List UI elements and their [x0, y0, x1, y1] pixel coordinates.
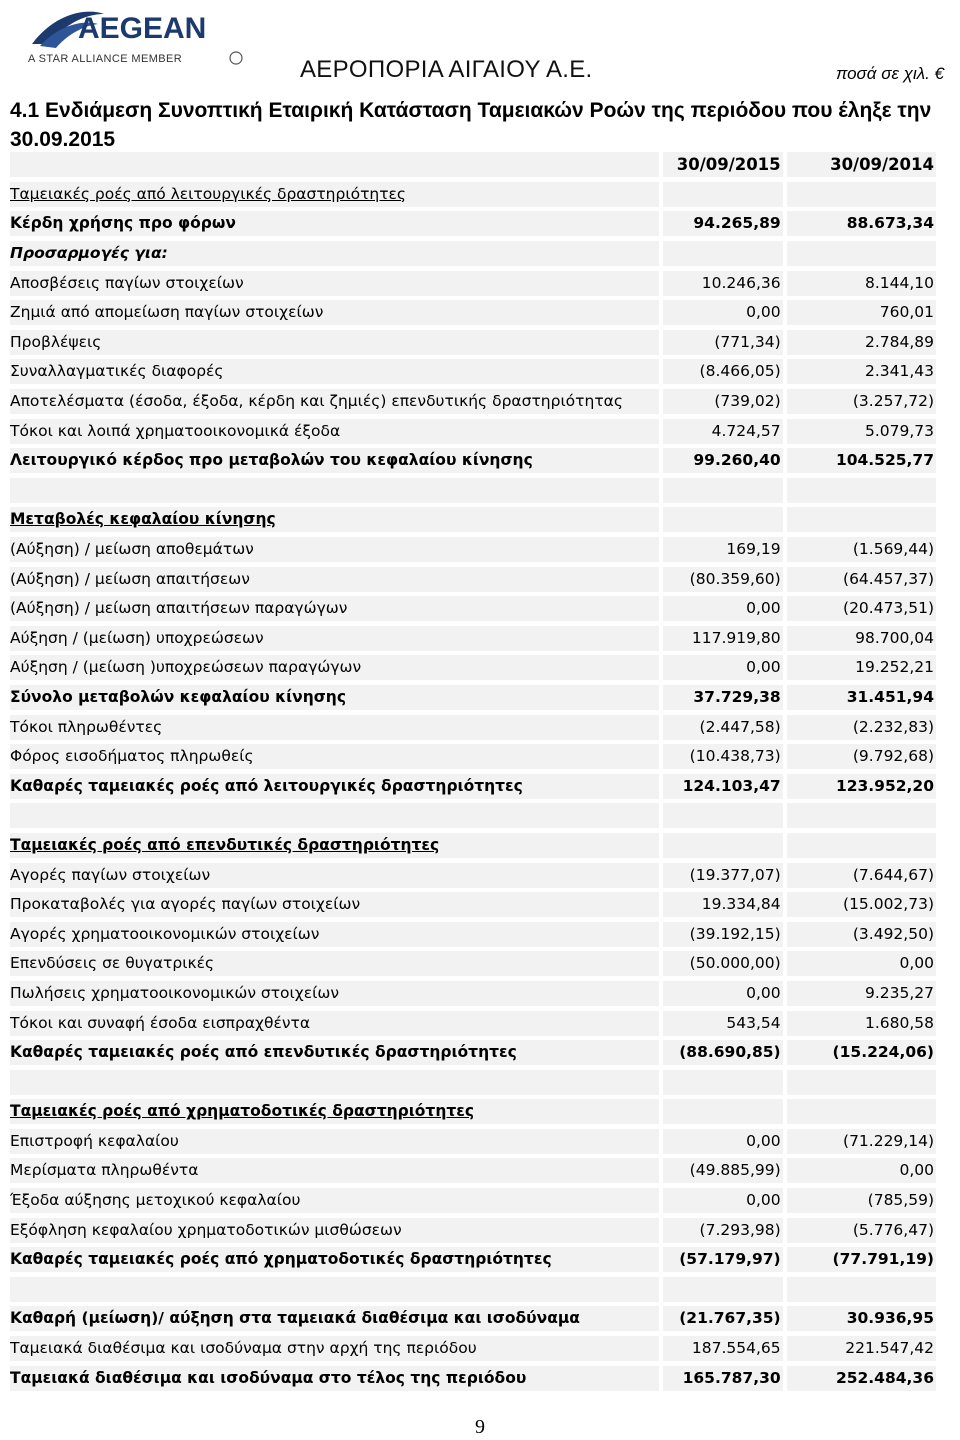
table-row	[10, 831, 936, 861]
row-label: Ταμειακά διαθέσιμα και ισοδύναμα στο τέλος της περιόδου	[10, 1366, 659, 1391]
row-label: Προβλέψεις	[10, 330, 659, 355]
row-label: Προκαταβολές για αγορές παγίων στοιχείων	[10, 892, 659, 917]
row-label: Λειτουργικό κέρδος προ μεταβολών του κεφαλαίου κίνησης	[10, 448, 659, 473]
table-row	[10, 180, 936, 210]
value-2014	[787, 241, 936, 266]
value-2015: (771,34)	[663, 330, 782, 355]
value-2015: 99.260,40	[663, 448, 782, 473]
row-label: Σύνολο μεταβολών κεφαλαίου κίνησης	[10, 685, 659, 710]
value-2014	[787, 1099, 936, 1124]
row-label	[10, 803, 659, 828]
row-label: Συναλλαγματικές διαφορές	[10, 359, 659, 384]
value-2015: 0,00	[663, 1129, 782, 1154]
table-row	[10, 1245, 936, 1275]
value-2015: 187.554,65	[663, 1336, 782, 1361]
row-label	[10, 152, 659, 177]
table-row	[10, 979, 936, 1009]
value-2015: 169,19	[663, 537, 782, 562]
column-header-row	[10, 150, 936, 180]
row-label	[10, 1277, 659, 1302]
value-2014	[787, 833, 936, 858]
value-2015: 0,00	[663, 300, 782, 325]
row-label: Εξόφληση κεφαλαίου χρηματοδοτικών μισθώσεων	[10, 1218, 659, 1243]
table-row	[10, 416, 936, 446]
value-2014: 88.673,34	[787, 211, 936, 236]
star-alliance-icon	[230, 52, 242, 64]
table-row	[10, 1008, 936, 1038]
table-row	[10, 1363, 936, 1393]
value-2015	[663, 478, 782, 503]
value-2014: 2.784,89	[787, 330, 936, 355]
value-2014	[787, 803, 936, 828]
value-2014: (3.257,72)	[787, 389, 936, 414]
row-label: Αποσβέσεις παγίων στοιχείων	[10, 271, 659, 296]
value-2014: 8.144,10	[787, 271, 936, 296]
value-2015: (7.293,98)	[663, 1218, 782, 1243]
spacer-row	[10, 476, 936, 506]
table-row	[10, 564, 936, 594]
table-row	[10, 771, 936, 801]
row-label: Τόκοι και λοιπά χρηματοοικονομικά έξοδα	[10, 419, 659, 444]
value-2014	[787, 1070, 936, 1095]
value-2015: (49.885,99)	[663, 1158, 782, 1183]
value-2015: 543,54	[663, 1011, 782, 1036]
value-2014: 30/09/2014	[787, 152, 936, 177]
value-2014: 31.451,94	[787, 685, 936, 710]
table-row	[10, 1127, 936, 1157]
value-2015: 0,00	[663, 981, 782, 1006]
value-2014: 760,01	[787, 300, 936, 325]
value-2015	[663, 1099, 782, 1124]
value-2014: 9.235,27	[787, 981, 936, 1006]
row-label: Καθαρές ταμειακές ροές από επενδυτικές δραστηριότητες	[10, 1040, 659, 1065]
value-2015: (739,02)	[663, 389, 782, 414]
table-row	[10, 949, 936, 979]
table-row	[10, 298, 936, 328]
value-2014: (9.792,68)	[787, 744, 936, 769]
table-row	[10, 239, 936, 269]
value-2015: (80.359,60)	[663, 567, 782, 592]
value-2014	[787, 1277, 936, 1302]
table-row	[10, 1215, 936, 1245]
value-2015	[663, 1070, 782, 1095]
spacer-row	[10, 1067, 936, 1097]
value-2015	[663, 182, 782, 207]
value-2014: 252.484,36	[787, 1366, 936, 1391]
row-label: Κέρδη χρήσης προ φόρων	[10, 211, 659, 236]
value-2015: 37.729,38	[663, 685, 782, 710]
value-2014	[787, 182, 936, 207]
value-2015: (21.767,35)	[663, 1306, 782, 1331]
value-2014: (1.569,44)	[787, 537, 936, 562]
value-2015	[663, 1277, 782, 1302]
statement-title: 4.1 Ενδιάμεση Συνοπτική Εταιρική Κατάσταση Ταμειακών Ροών της περιόδου που έληξε την 30.09.2015	[10, 99, 932, 151]
value-2014: 98.700,04	[787, 626, 936, 651]
row-label: Καθαρές ταμειακές ροές από χρηματοδοτικές δραστηριότητες	[10, 1247, 659, 1272]
row-label: Έξοδα αύξησης μετοχικού κεφαλαίου	[10, 1188, 659, 1213]
value-2014: (64.457,37)	[787, 567, 936, 592]
value-2015: 165.787,30	[663, 1366, 782, 1391]
row-label: Καθαρές ταμειακές ροές από λειτουργικές δραστηριότητες	[10, 774, 659, 799]
row-label: Επιστροφή κεφαλαίου	[10, 1129, 659, 1154]
table-row	[10, 328, 936, 358]
row-label: Φόρος εισοδήματος πληρωθείς	[10, 744, 659, 769]
table-row	[10, 1038, 936, 1068]
value-2015: (50.000,00)	[663, 951, 782, 976]
value-2014: 19.252,21	[787, 655, 936, 680]
page-header	[0, 0, 960, 92]
company-name: ΑΕΡΟΠΟΡΙΑ ΑΙΓΑΙΟΥ Α.Ε.	[300, 56, 593, 83]
row-label: Πωλήσεις χρηματοοικονομικών στοιχείων	[10, 981, 659, 1006]
table-row	[10, 1156, 936, 1186]
cash-flow-table	[10, 150, 936, 1393]
value-2014: 1.680,58	[787, 1011, 936, 1036]
row-label: (Αύξηση) / μείωση αποθεμάτων	[10, 537, 659, 562]
table-row	[10, 890, 936, 920]
value-2015: 10.246,36	[663, 271, 782, 296]
row-label: Αύξηση / (μείωση) υποχρεώσεων	[10, 626, 659, 651]
value-2014: (20.473,51)	[787, 596, 936, 621]
value-2015: 0,00	[663, 596, 782, 621]
table-row	[10, 712, 936, 742]
logo-wordmark: AEGEAN	[78, 12, 207, 45]
table-row	[10, 209, 936, 239]
value-2014: (5.776,47)	[787, 1218, 936, 1243]
logo-tagline: A STAR ALLIANCE MEMBER	[28, 53, 183, 65]
units-note: ποσά σε χιλ. €	[835, 64, 944, 83]
value-2014: 104.525,77	[787, 448, 936, 473]
row-label	[10, 1070, 659, 1095]
table-row	[10, 1304, 936, 1334]
row-label: (Αύξηση) / μείωση απαιτήσεων παραγώγων	[10, 596, 659, 621]
value-2014: 0,00	[787, 1158, 936, 1183]
table-row	[10, 594, 936, 624]
row-label: Ταμειακές ροές από λειτουργικές δραστηριότητες	[10, 182, 659, 207]
value-2014: (3.492,50)	[787, 922, 936, 947]
row-label: Αγορές παγίων στοιχείων	[10, 863, 659, 888]
page-number: 9	[475, 1416, 485, 1438]
table-row	[10, 505, 936, 535]
value-2015: 94.265,89	[663, 211, 782, 236]
value-2015	[663, 833, 782, 858]
table-row	[10, 1097, 936, 1127]
value-2015	[663, 507, 782, 532]
value-2014: (2.232,83)	[787, 715, 936, 740]
value-2015: (57.179,97)	[663, 1247, 782, 1272]
value-2014: 221.547,42	[787, 1336, 936, 1361]
value-2015	[663, 241, 782, 266]
row-label	[10, 478, 659, 503]
value-2015: 0,00	[663, 655, 782, 680]
value-2014: (71.229,14)	[787, 1129, 936, 1154]
table-row	[10, 535, 936, 565]
table-row	[10, 742, 936, 772]
row-label: Μερίσματα πληρωθέντα	[10, 1158, 659, 1183]
value-2015: (2.447,58)	[663, 715, 782, 740]
row-label: Καθαρή (μείωση)/ αύξηση στα ταμειακά διαθέσιμα και ισοδύναμα	[10, 1306, 659, 1331]
table-row	[10, 653, 936, 683]
value-2014: 0,00	[787, 951, 936, 976]
value-2014	[787, 507, 936, 532]
value-2015: 124.103,47	[663, 774, 782, 799]
value-2014: 5.079,73	[787, 419, 936, 444]
aegean-logo-mark	[26, 6, 266, 72]
value-2015: 4.724,57	[663, 419, 782, 444]
table-row	[10, 624, 936, 654]
table-row	[10, 683, 936, 713]
aegean-logo	[26, 6, 266, 72]
value-2014: (7.644,67)	[787, 863, 936, 888]
value-2014: 2.341,43	[787, 359, 936, 384]
value-2015: (19.377,07)	[663, 863, 782, 888]
table-row	[10, 1186, 936, 1216]
row-label: Τόκοι πληρωθέντες	[10, 715, 659, 740]
value-2014: (785,59)	[787, 1188, 936, 1213]
value-2014: (15.002,73)	[787, 892, 936, 917]
row-label: Ταμειακές ροές από επενδυτικές δραστηριότητες	[10, 833, 659, 858]
value-2015	[663, 803, 782, 828]
table-row	[10, 1334, 936, 1364]
row-label: Προσαρμογές για:	[10, 241, 659, 266]
value-2015: (8.466,05)	[663, 359, 782, 384]
row-label: Τόκοι και συναφή έσοδα εισπραχθέντα	[10, 1011, 659, 1036]
row-label: Μεταβολές κεφαλαίου κίνησης	[10, 507, 659, 532]
row-label: Ζημιά από απομείωση παγίων στοιχείων	[10, 300, 659, 325]
value-2014: (15.224,06)	[787, 1040, 936, 1065]
value-2015: 117.919,80	[663, 626, 782, 651]
value-2014: (77.791,19)	[787, 1247, 936, 1272]
spacer-row	[10, 1275, 936, 1305]
table-row	[10, 860, 936, 890]
value-2015: (10.438,73)	[663, 744, 782, 769]
row-label: Αγορές χρηματοοικονομικών στοιχείων	[10, 922, 659, 947]
value-2015: 0,00	[663, 1188, 782, 1213]
table-row	[10, 268, 936, 298]
value-2014: 30.936,95	[787, 1306, 936, 1331]
table-row	[10, 919, 936, 949]
table-row	[10, 446, 936, 476]
value-2015: (39.192,15)	[663, 922, 782, 947]
row-label: Αποτελέσματα (έσοδα, έξοδα, κέρδη και ζημιές) επενδυτικής δραστηριότητας	[10, 389, 659, 414]
row-label: Επενδύσεις σε θυγατρικές	[10, 951, 659, 976]
value-2015: (88.690,85)	[663, 1040, 782, 1065]
row-label: Αύξηση / (μείωση )υποχρεώσεων παραγώγων	[10, 655, 659, 680]
value-2015: 30/09/2015	[663, 152, 782, 177]
row-label: (Αύξηση) / μείωση απαιτήσεων	[10, 567, 659, 592]
row-label: Ταμειακές ροές από χρηματοδοτικές δραστηριότητες	[10, 1099, 659, 1124]
table-row	[10, 387, 936, 417]
value-2014: 123.952,20	[787, 774, 936, 799]
table-row	[10, 357, 936, 387]
spacer-row	[10, 801, 936, 831]
value-2014	[787, 478, 936, 503]
row-label: Ταμειακά διαθέσιμα και ισοδύναμα στην αρχή της περιόδου	[10, 1336, 659, 1361]
value-2015: 19.334,84	[663, 892, 782, 917]
